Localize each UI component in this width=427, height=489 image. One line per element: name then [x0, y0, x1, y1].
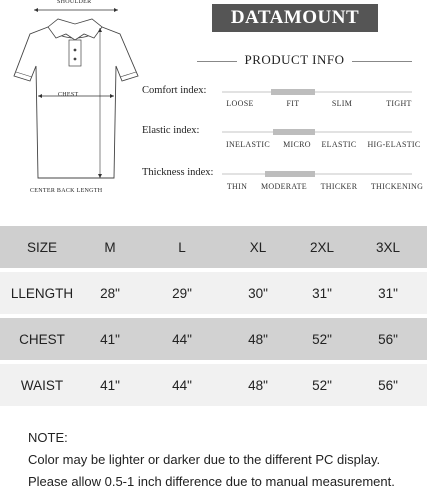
- table-cell: 30": [248, 285, 268, 301]
- table-cell: 29": [172, 285, 192, 301]
- table-cell: 48": [248, 377, 268, 393]
- table-header-row: [0, 226, 427, 268]
- table-cell: 44": [172, 377, 192, 393]
- elastic-option-elastic: ELASTIC: [321, 140, 357, 149]
- thickness-index-fill: [265, 171, 315, 177]
- table-header-cell: SIZE: [26, 239, 58, 255]
- elastic-index-fill: [273, 129, 315, 135]
- thickness-index-track: [222, 173, 412, 175]
- note-heading: NOTE:: [28, 430, 68, 445]
- center-back-length-label: CENTER BACK LENGTH: [30, 188, 103, 194]
- note-line-color: Color may be lighter or darker due to the different PC display.: [28, 452, 381, 467]
- divider-right: [352, 61, 412, 62]
- table-cell: 56": [378, 377, 398, 393]
- comfort-option-slim: SLIM: [331, 99, 353, 108]
- elastic-option-inelastic: INELASTIC: [225, 140, 271, 149]
- table-header-cell: L: [178, 239, 186, 255]
- table-cell: LLENGTH: [10, 285, 74, 301]
- comfort-index-track: [222, 91, 412, 93]
- table-cell: 44": [172, 331, 192, 347]
- divider-left: [197, 61, 237, 62]
- thickness-option-moderate: MODERATE: [261, 182, 307, 191]
- thickness-option-thickening: THICKENING: [370, 182, 424, 191]
- table-cell: 48": [248, 331, 268, 347]
- comfort-option-tight: TIGHT: [386, 99, 412, 108]
- table-cell: 31": [312, 285, 332, 301]
- table-cell: 52": [312, 331, 332, 347]
- table-cell: WAIST: [20, 377, 64, 393]
- table-header-cell: 3XL: [375, 239, 401, 255]
- elastic-index-track: [222, 131, 412, 133]
- shirt-measurement-diagram: [0, 0, 140, 205]
- thickness-index-label: Thickness index:: [142, 167, 214, 178]
- table-cell: CHEST: [19, 331, 65, 347]
- table-cell: 56": [378, 331, 398, 347]
- elastic-index-label: Elastic index:: [142, 125, 200, 136]
- table-cell: 28": [100, 285, 120, 301]
- table-cell: 41": [100, 377, 120, 393]
- polo-shirt-outline: [0, 0, 140, 205]
- product-info-title: PRODUCT INFO: [244, 52, 345, 67]
- comfort-option-fit: FIT: [286, 99, 300, 108]
- chest-label: CHEST: [58, 92, 79, 98]
- note-line-measurement: Please allow 0.5-1 inch difference due to manual measurement.: [28, 474, 395, 489]
- shoulder-label: SHOULDER: [57, 0, 92, 5]
- table-header-cell: 2XL: [309, 239, 335, 255]
- comfort-option-loose: LOOSE: [226, 99, 254, 108]
- table-cell: 52": [312, 377, 332, 393]
- table-row: [0, 272, 427, 314]
- comfort-index-label: Comfort index:: [142, 85, 207, 96]
- thickness-option-thin: THIN: [226, 182, 248, 191]
- table-row: [0, 364, 427, 406]
- thickness-option-thicker: THICKER: [320, 182, 358, 191]
- brand-badge: DATAMOUNT: [212, 4, 378, 32]
- table-header-cell: M: [104, 239, 116, 255]
- table-header-cell: XL: [249, 239, 267, 255]
- elastic-option-micro: MICRO: [283, 140, 311, 149]
- table-cell: 41": [100, 331, 120, 347]
- comfort-index-fill: [271, 89, 315, 95]
- table-row: [0, 318, 427, 360]
- table-cell: 31": [378, 285, 398, 301]
- elastic-option-hig-elastic: HIG-ELASTIC: [367, 140, 421, 149]
